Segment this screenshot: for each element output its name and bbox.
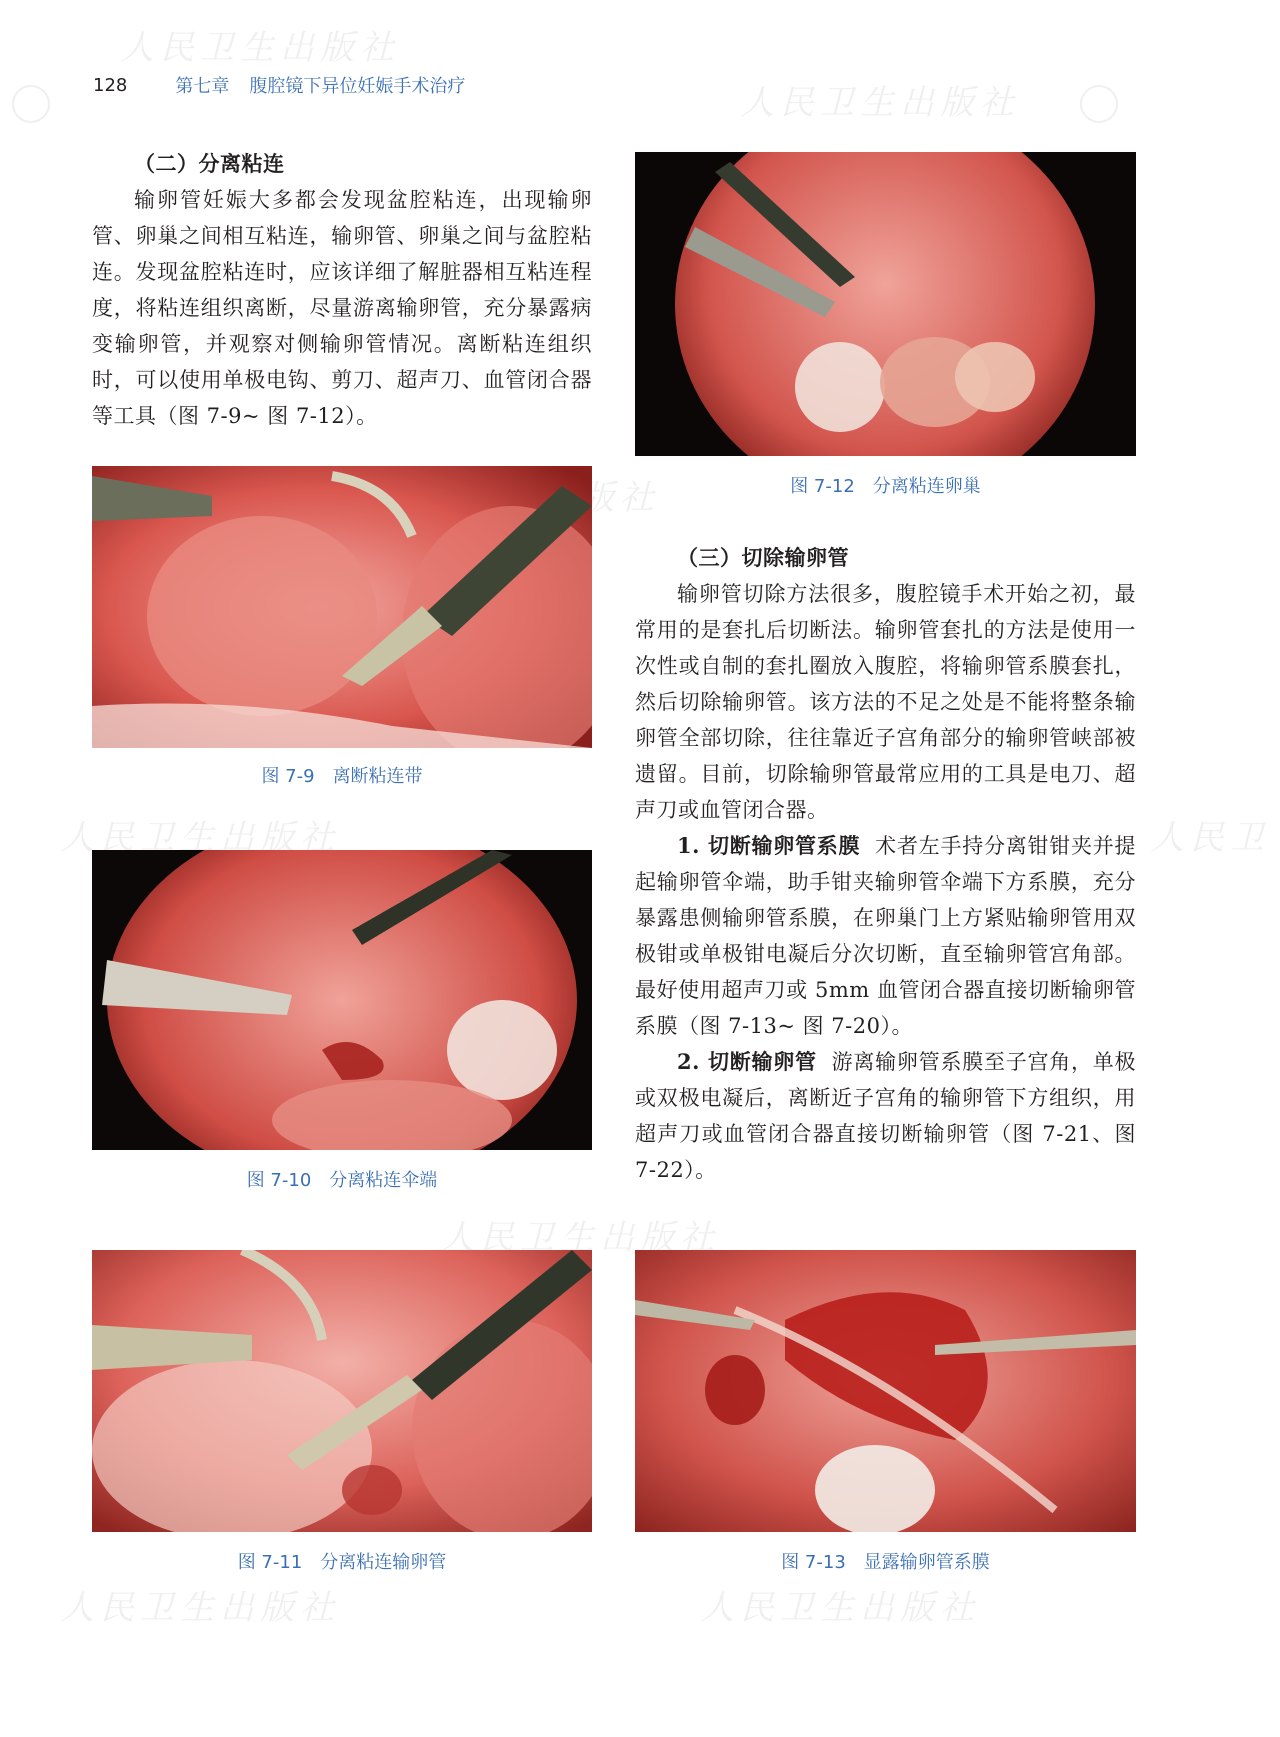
item-2-title: 2. 切断输卵管 <box>677 1049 817 1074</box>
figure-7-12-caption <box>635 472 1136 498</box>
figure-7-10-image <box>92 850 592 1150</box>
figure-7-11-caption <box>92 1548 592 1574</box>
chapter-label: 第七章 <box>175 76 230 97</box>
figure-number: 图 7-12 <box>790 476 855 497</box>
figure-title: 分离粘连卵巢 <box>872 476 981 497</box>
chapter-title: 腹腔镜下异位妊娠手术治疗 <box>249 76 466 97</box>
item-2-text: 游离输卵管系膜至子宫角，单极或双极电凝后，离断近子宫角的输卵管下方组织，用超声刀或血管闭合器直接切断输卵管（图 7-21、图 7-22）。 <box>635 1050 1137 1182</box>
left-column-text <box>92 146 592 434</box>
figure-number: 图 7-9 <box>261 766 315 787</box>
figure-7-9-caption <box>92 762 592 788</box>
figure-title: 显露输卵管系膜 <box>863 1552 990 1573</box>
figure-number: 图 7-10 <box>246 1170 312 1191</box>
figure-7-9-image <box>92 466 592 748</box>
figure-number: 图 7-11 <box>237 1552 303 1573</box>
section-title-salpingectomy: （三）切除输卵管 <box>677 546 849 570</box>
figure-title: 分离粘连输卵管 <box>320 1552 447 1573</box>
item-1-title: 1. 切断输卵管系膜 <box>677 833 861 858</box>
figure-title: 离断粘连带 <box>332 766 423 787</box>
running-header <box>93 70 465 100</box>
figure-7-13-caption <box>635 1548 1136 1574</box>
numbered-item-2 <box>635 1044 1136 1188</box>
body-paragraph: 输卵管妊娠大多都会发现盆腔粘连，出现输卵管、卵巢之间相互粘连，输卵管、卵巢之间与盆腔粘连。发现盆腔粘连时，应该详细了解脏器相互粘连程度，将粘连组织离断，尽量游离输卵管，充分暴露病变输卵管，并观察对侧输卵管情况。离断粘连组织时，可以使用单极电钩、剪刀、超声刀、血管闭合器等工具（图 7-9~ 图 7-12）。 <box>92 188 592 428</box>
section-title-separate-adhesions: （二）分离粘连 <box>134 152 285 176</box>
figure-number: 图 7-13 <box>781 1552 846 1573</box>
body-paragraph: 输卵管切除方法很多，腹腔镜手术开始之初，最常用的是套扎后切断法。输卵管套扎的方法是使用一次性或自制的套扎圈放入腹腔，将输卵管系膜套扎，然后切除输卵管。该方法的不足之处是不能将整条输卵管全部切除，往往靠近子宫角部分的输卵管峡部被遗留。目前，切除输卵管最常应用的工具是电刀、超声刀或血管闭合器。 <box>635 582 1136 822</box>
figure-7-12-image <box>635 152 1136 456</box>
figure-7-10-caption <box>92 1166 592 1192</box>
numbered-item-1 <box>635 828 1136 1044</box>
figure-7-11-image <box>92 1250 592 1532</box>
item-1-text: 术者左手持分离钳钳夹并提起输卵管伞端，助手钳夹输卵管伞端下方系膜，充分暴露患侧输卵管系膜，在卵巢门上方紧贴输卵管用双极钳或单极钳电凝后分次切断，直至输卵管宫角部。最好使用超声刀或 5mm 血管闭合器直接切断输卵管系膜（图 7-13~ 图 7-20）。 <box>635 834 1137 1038</box>
right-column-text <box>635 540 1136 1188</box>
page-number: 128 <box>93 74 128 96</box>
figure-7-13-image <box>635 1250 1136 1532</box>
figure-title: 分离粘连伞端 <box>329 1170 438 1191</box>
